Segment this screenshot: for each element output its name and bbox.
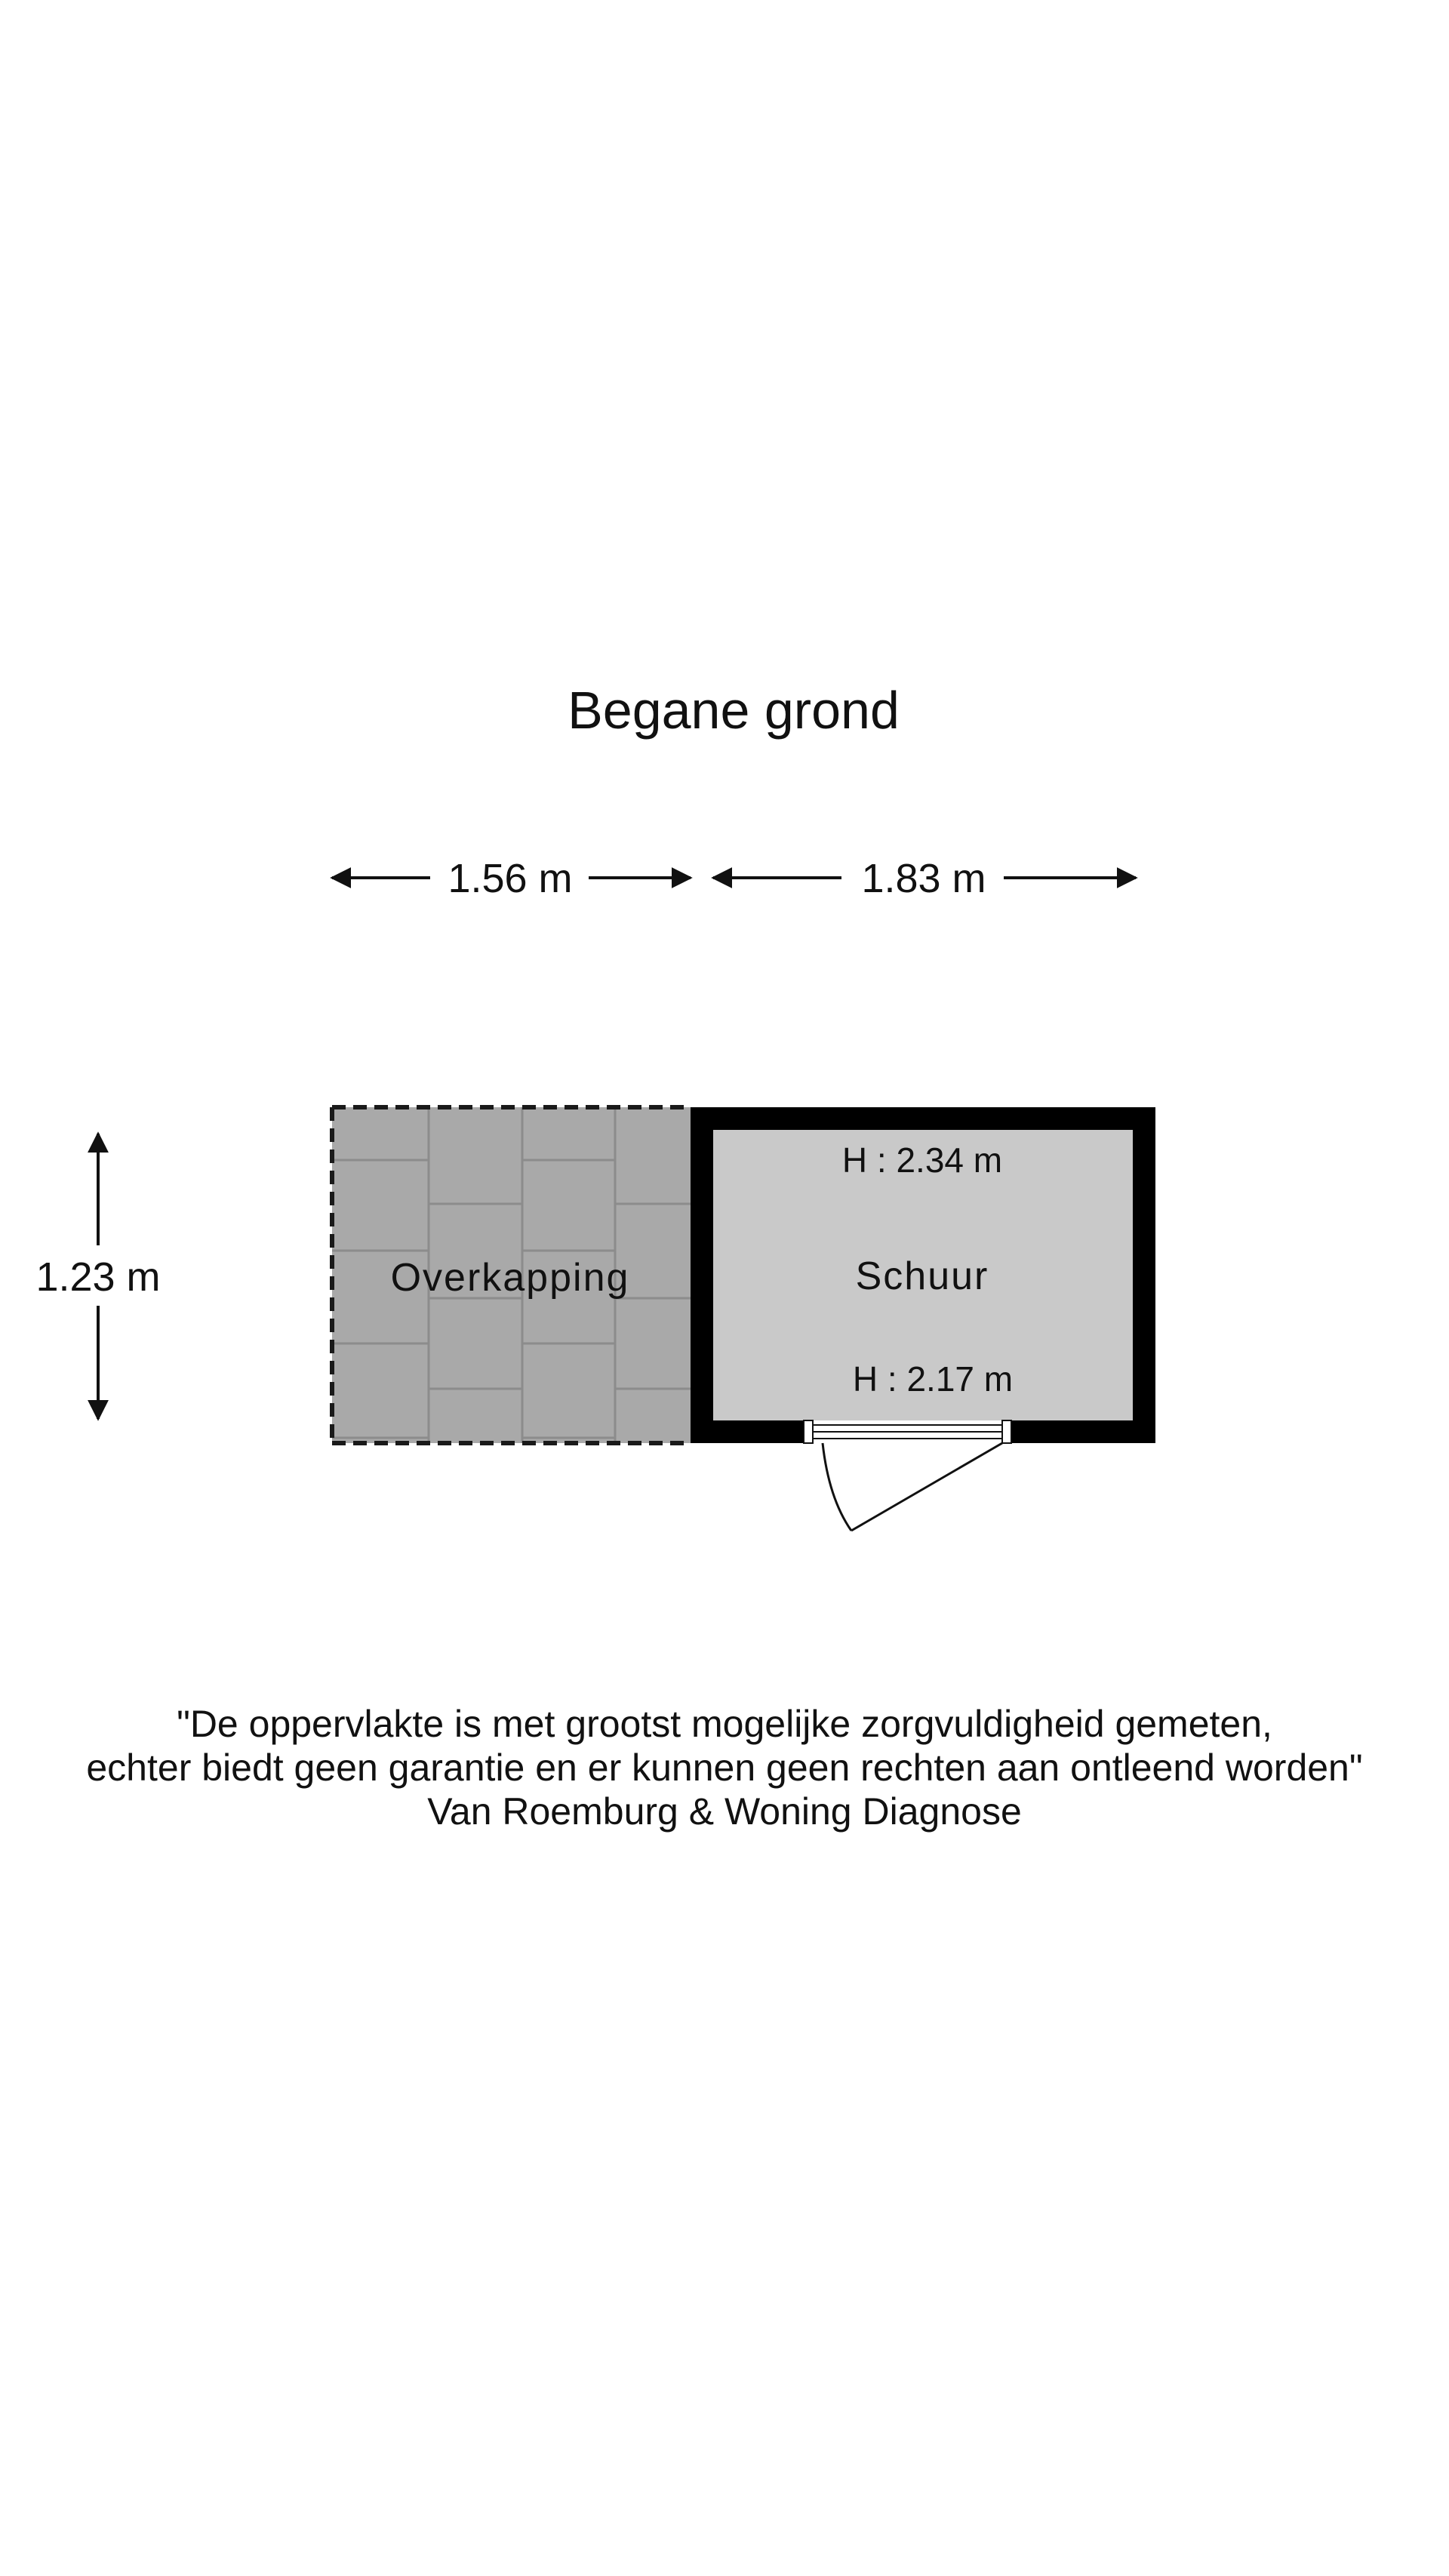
dimension-width-right-label: 1.83 m <box>861 856 986 901</box>
dimension-width-right <box>713 856 1136 901</box>
room-overkapping <box>332 1107 691 1443</box>
schuur-height-top: H : 2.34 m <box>841 1140 1003 1180</box>
floor-title: Begane grond <box>568 681 900 740</box>
schuur-height-bottom: H : 2.17 m <box>852 1359 1014 1399</box>
room-overkapping-label: Overkapping <box>390 1256 630 1300</box>
room-schuur <box>691 1107 1155 1531</box>
dimension-depth <box>35 1134 160 1419</box>
disclaimer-line-2: echter biedt geen garantie en er kunnen geen rechten aan ontleend worden" <box>86 1747 1363 1789</box>
disclaimer <box>0 1702 1449 1833</box>
dimension-width-left <box>332 856 691 901</box>
room-schuur-label: Schuur <box>855 1254 989 1298</box>
dimension-depth-label: 1.23 m <box>35 1254 161 1300</box>
disclaimer-line-3: Van Roemburg & Woning Diagnose <box>427 1790 1022 1833</box>
dimension-width-left-label: 1.56 m <box>448 856 573 901</box>
disclaimer-line-1: "De oppervlakte is met grootst mogelijke zorgvuldigheid gemeten, <box>177 1703 1272 1745</box>
door-swing <box>823 1443 1002 1531</box>
